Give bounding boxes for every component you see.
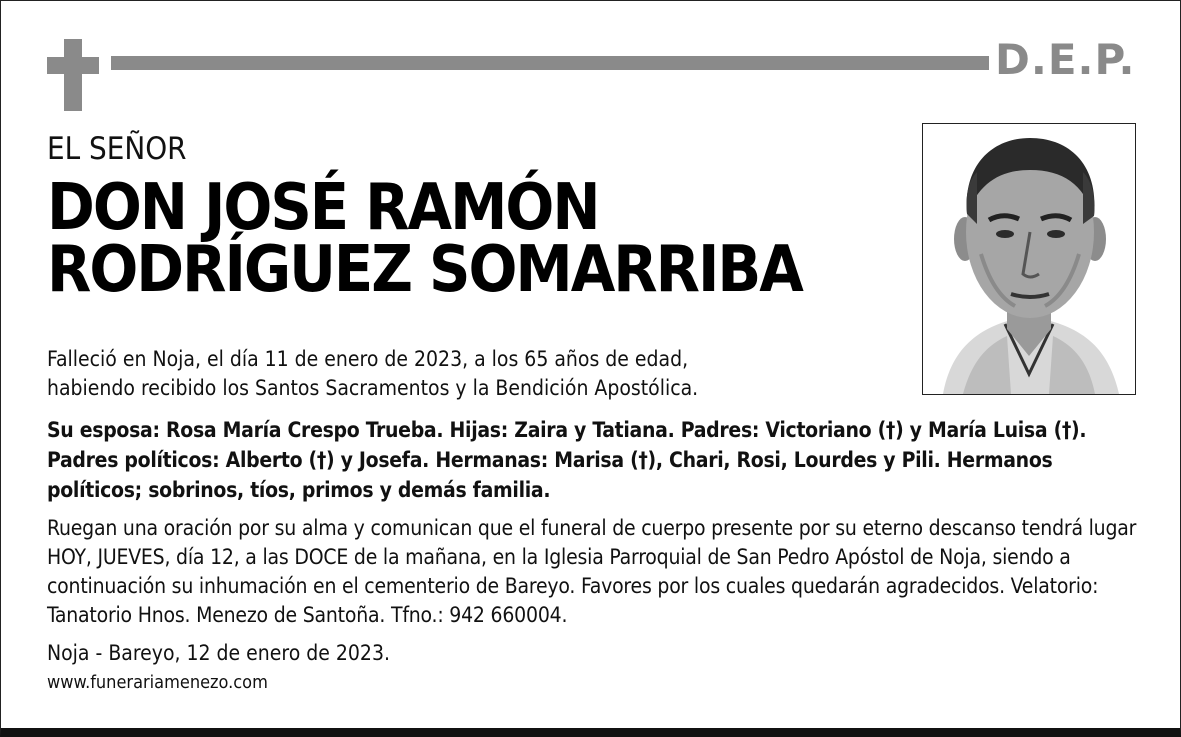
cross-icon bbox=[47, 39, 99, 111]
deceased-name bbox=[47, 171, 802, 307]
dep-label: D.E.P. bbox=[995, 35, 1136, 84]
name-line-2: RODRÍGUEZ SOMARRIBA bbox=[47, 233, 802, 307]
family-list: Su esposa: Rosa María Crespo Trueba. Hijas: Zaira y Tatiana. Padres: Victoriano (†) y María Luisa (†). Padres políticos: Alberto (†) y Josefa. Hermanas: Marisa (†), Chari, Rosi, Lourdes y Pili. Hermanos políticos; sobrinos, tíos, primos y demás familia. bbox=[47, 418, 1087, 502]
intro-title: EL SEÑOR bbox=[47, 131, 187, 167]
name-line-1: DON JOSÉ RAMÓN bbox=[47, 171, 599, 245]
header-rule bbox=[111, 56, 989, 70]
website-link[interactable]: www.funerariamenezo.com bbox=[47, 672, 268, 693]
death-details bbox=[47, 345, 1137, 403]
death-line-2: habiendo recibido los Santos Sacramentos y la Bendición Apostólica. bbox=[47, 376, 699, 400]
place-date: Noja - Bareyo, 12 de enero de 2023. bbox=[47, 641, 390, 665]
death-line-1: Falleció en Noja, el día 11 de enero de 2023, a los 65 años de edad, bbox=[47, 347, 689, 371]
funeral-details: Ruegan una oración por su alma y comunican que el funeral de cuerpo presente por su eterno descanso tendrá lugar HOY, JUEVES, día 12, a las DOCE de la mañana, en la Iglesia Parroquial de San Pedro Apóstol de Noja, siendo a continuación su inhumación en el cementerio de Bareyo. Favores por los cuales quedarán agradecidos. Velatorio: Tanatorio Hnos. Menezo de Santoña. Tfno.: 942 660004. bbox=[47, 516, 1137, 627]
